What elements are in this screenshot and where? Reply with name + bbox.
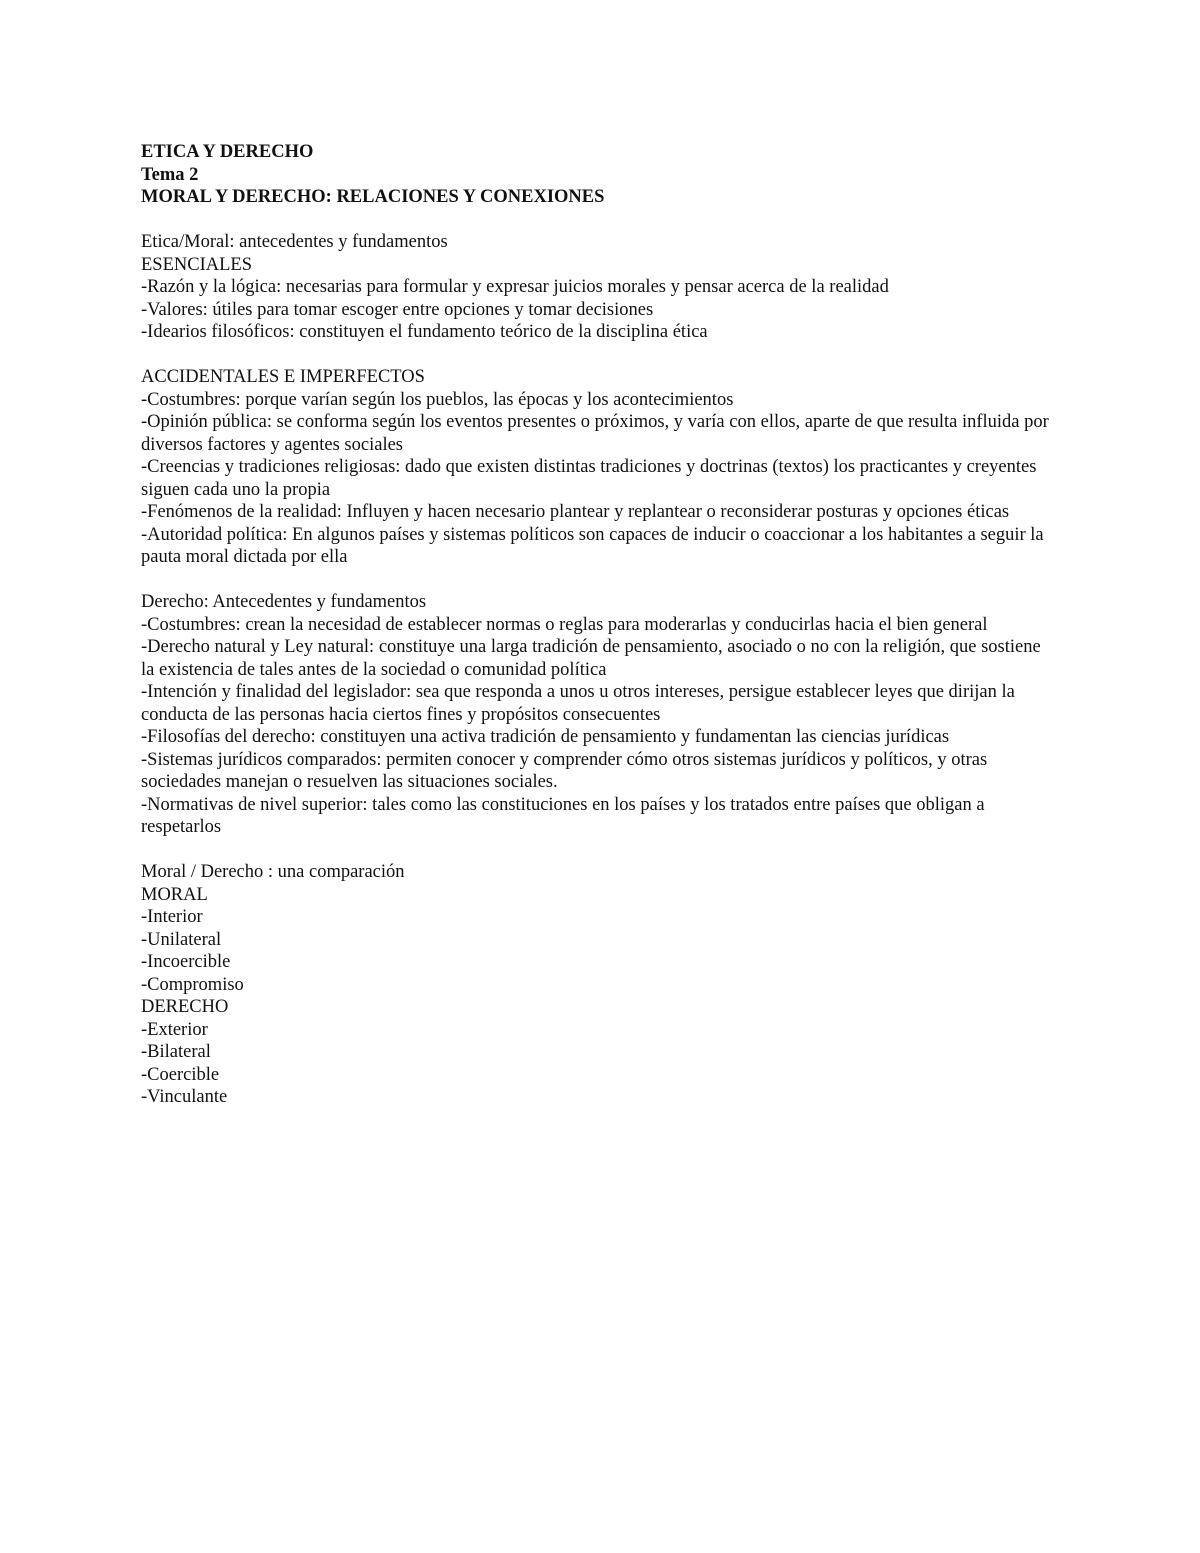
- derecho-trait-item: -Bilateral: [141, 1042, 211, 1062]
- accidentales-label: ACCIDENTALES E IMPERFECTOS: [141, 367, 425, 387]
- derecho-heading: Derecho: Antecedentes y fundamentos: [141, 592, 427, 612]
- moral-item: -Compromiso: [141, 974, 244, 995]
- esenciales-item: -Valores: útiles para tomar escoger entre opciones y tomar decisiones: [141, 299, 654, 320]
- document-topic: MORAL Y DERECHO: RELACIONES Y CONEXIONES: [141, 187, 605, 207]
- derecho-trait-item: -Vinculante: [141, 1087, 228, 1107]
- derecho-label: DERECHO: [141, 997, 229, 1017]
- spacer: [141, 569, 1061, 592]
- derecho-trait-item: -Coercible: [141, 1064, 220, 1085]
- moral-label: MORAL: [141, 884, 208, 905]
- derecho-trait-item: -Exterior: [141, 1019, 208, 1040]
- esenciales-item: -Idearios filosóficos: constituyen el fundamento teórico de la disciplina ética: [141, 322, 708, 342]
- moral-item: -Incoercible: [141, 952, 231, 972]
- document-title: ETICA Y DERECHO: [141, 142, 314, 162]
- moral-item: -Interior: [141, 907, 203, 927]
- esenciales-item: -Razón y la lógica: necesarias para formular y expresar juicios morales y pensar acerca de la realidad: [141, 277, 889, 297]
- derecho-item: -Sistemas jurídicos comparados: permiten conocer y comprender cómo otros sistemas jurídicos y políticos, y otras sociedades manejan o resuelven las situaciones sociales.: [141, 749, 988, 792]
- accidentales-item: -Autoridad política: En algunos países y sistemas políticos son capaces de inducir o coaccionar a los habitantes a seguir la pauta moral dictada por ella: [141, 524, 1044, 567]
- accidentales-item: -Opinión pública: se conforma según los eventos presentes o próximos, y varía con ellos, aparte de que resulta influida por diversos factores y agentes sociales: [141, 412, 1049, 455]
- document-page: [141, 141, 1061, 1109]
- comparacion-heading: Moral / Derecho : una comparación: [141, 862, 405, 882]
- derecho-item: -Intención y finalidad del legislador: sea que responda a unos u otros intereses, persigue establecer leyes que dirijan la conducta de las personas hacia ciertos fines y propósitos consecuentes: [141, 682, 1015, 725]
- spacer: [141, 839, 1061, 862]
- spacer: [141, 344, 1061, 367]
- accidentales-item: -Costumbres: porque varían según los pueblos, las épocas y los acontecimientos: [141, 389, 734, 410]
- spacer: [141, 209, 1061, 232]
- esenciales-label: ESENCIALES: [141, 254, 252, 275]
- accidentales-item: -Fenómenos de la realidad: Influyen y hacen necesario plantear y replantear o reconsiderar posturas y opciones éticas: [141, 502, 1010, 522]
- derecho-item: -Filosofías del derecho: constituyen una activa tradición de pensamiento y fundamentan las ciencias jurídicas: [141, 727, 950, 747]
- etica-heading: Etica/Moral: antecedentes y fundamentos: [141, 232, 448, 252]
- derecho-item: -Derecho natural y Ley natural: constituye una larga tradición de pensamiento, asociado o no con la religión, que sostiene la existencia de tales antes de la sociedad o comunidad política: [141, 637, 1041, 680]
- accidentales-item: -Creencias y tradiciones religiosas: dado que existen distintas tradiciones y doctrinas (textos) los practicantes y creyentes siguen cada uno la propia: [141, 457, 1037, 500]
- derecho-item: -Costumbres: crean la necesidad de establecer normas o reglas para moderarlas y conducirlas hacia el bien general: [141, 614, 988, 635]
- document-subtitle: Tema 2: [141, 164, 199, 185]
- derecho-item: -Normativas de nivel superior: tales como las constituciones en los países y los tratados entre países que obligan a respetarlos: [141, 794, 985, 837]
- moral-item: -Unilateral: [141, 929, 222, 950]
